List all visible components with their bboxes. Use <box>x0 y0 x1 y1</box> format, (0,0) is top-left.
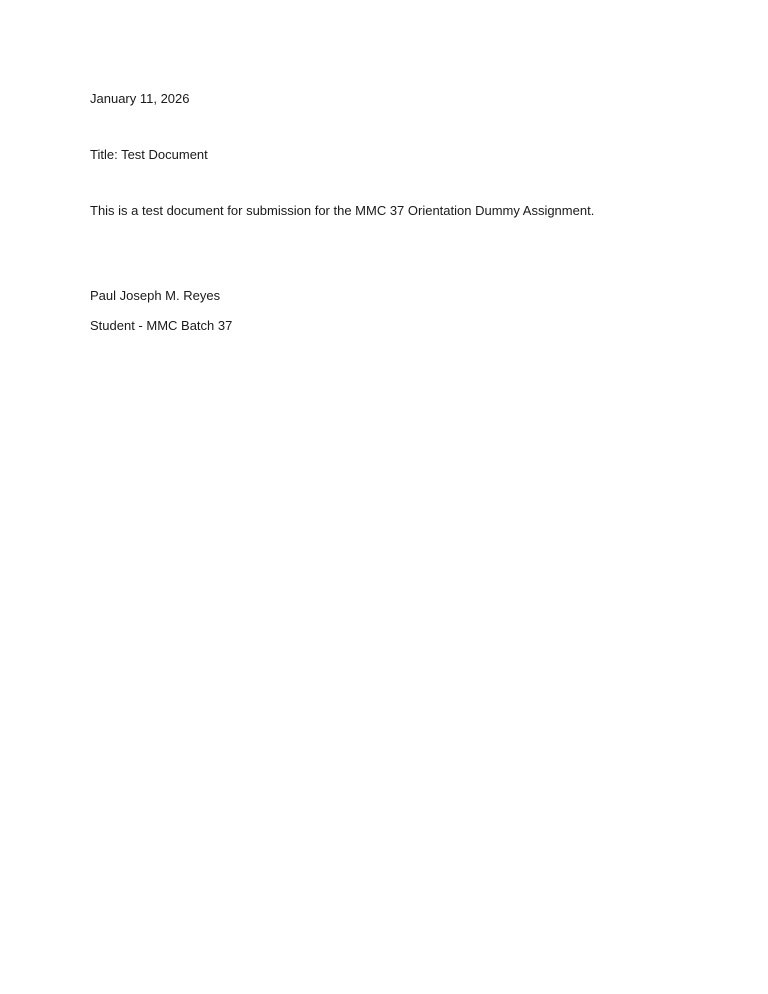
document-date: January 11, 2026 <box>90 91 190 106</box>
signature-role: Student - MMC Batch 37 <box>90 318 233 333</box>
signature-name: Paul Joseph M. Reyes <box>90 288 221 303</box>
document-body: This is a test document for submission for the MMC 37 Orientation Dummy Assignment. <box>90 203 595 218</box>
document-title: Title: Test Document <box>90 147 208 162</box>
